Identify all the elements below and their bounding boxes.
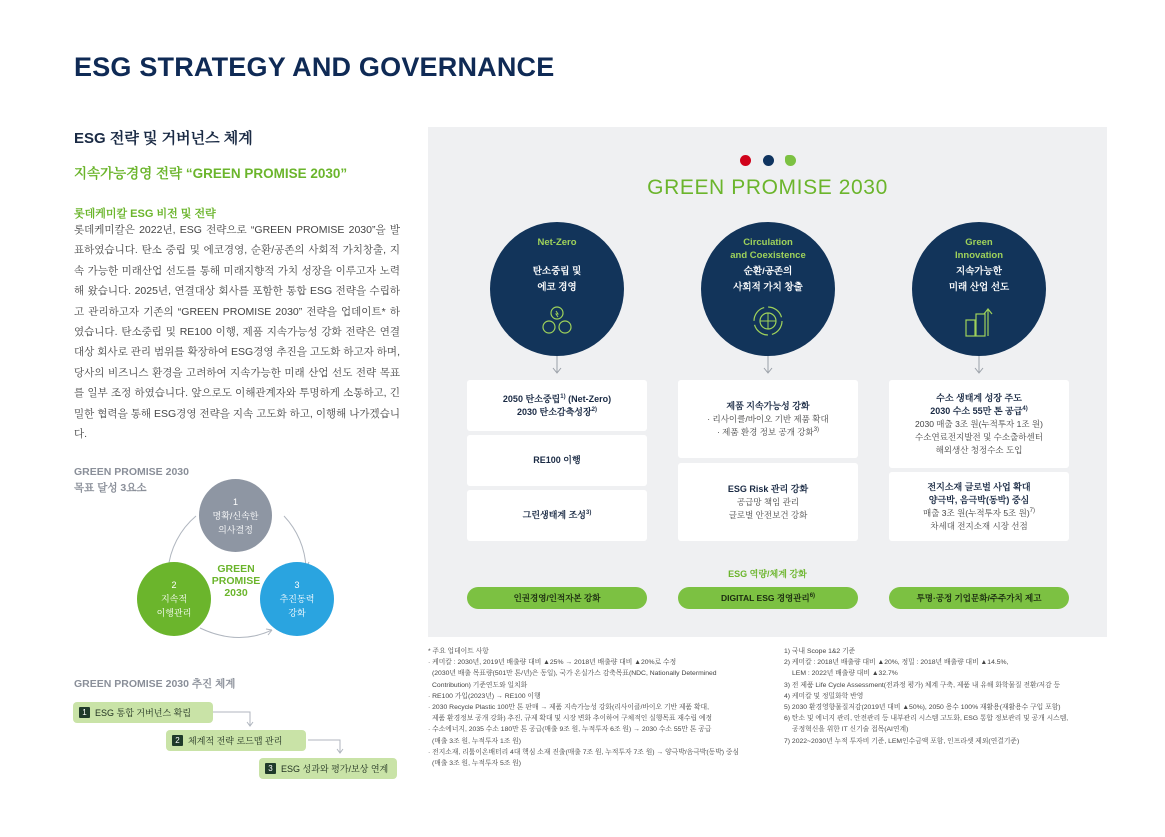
card-battery-item1: 매출 3조 원(누적투자 5조 원) bbox=[922, 507, 1030, 518]
panel-title: GREEN PROMISE 2030 bbox=[647, 176, 888, 199]
system-step-3 bbox=[259, 758, 397, 779]
system-step-1-num: 1 bbox=[79, 707, 90, 718]
footnote-left-line: * 주요 업데이트 사항 bbox=[428, 648, 489, 655]
pillar-2-en-1: Circulation bbox=[743, 237, 793, 248]
goal-node-1 bbox=[199, 479, 272, 552]
system-step-1 bbox=[73, 702, 213, 723]
goal-node-2-line2: 이행관리 bbox=[156, 608, 192, 618]
footnote-ref-2: 2) bbox=[591, 406, 598, 413]
pillar-3-en-1: Green bbox=[965, 237, 993, 248]
goal-node-3 bbox=[260, 562, 334, 636]
pillar-3-ko-2: 미래 산업 선도 bbox=[948, 282, 1010, 293]
pill-transparent-culture: 투명·공정 기업문화/주주가치 제고 bbox=[889, 587, 1069, 609]
footnote-ref-3: 3) bbox=[586, 510, 592, 516]
system-step-3-num: 3 bbox=[265, 763, 276, 774]
card-green-ecosystem-label: 그린생태계 조성 bbox=[522, 510, 586, 520]
vision-title: 롯데케미칼 ESG 비전 및 전략 bbox=[74, 208, 216, 220]
card-product-title: 제품 지속가능성 강화 bbox=[726, 400, 810, 411]
page-title: ESG STRATEGY AND GOVERNANCE bbox=[74, 52, 555, 82]
pillar-circulation bbox=[701, 222, 835, 356]
footnote-ref-6: 6) bbox=[809, 593, 816, 600]
footnote-right-line: 2) 케미칼 : 2018년 배출량 대비 ▲20%, 정밀 : 2018년 배출량 대비 ▲14.5%, bbox=[784, 659, 1009, 667]
red-dot bbox=[740, 155, 751, 166]
pillar-2-ko-2: 사회적 가치 창출 bbox=[733, 282, 803, 293]
card-hydrogen-item2: 수소연료전지발전 및 수소출하센터 bbox=[915, 431, 1043, 442]
pillar-2-en-2: and Coexistence bbox=[730, 250, 806, 261]
card-green-ecosystem bbox=[467, 490, 647, 541]
footnote-right-line: 6) 탄소 및 에너지 관리, 안전관리 등 내부관리 시스템 고도화, ESG 통합 정보관리 및 공개 시스템, bbox=[784, 715, 1069, 723]
footnote-left-line: 제품 환경정보 공개 강화) 추진, 규제 확대 및 시장 변화 추이하여 구체적인 실행목표 재수립 예정 bbox=[432, 715, 713, 723]
system-step-3-label: ESG 성과와 평가/보상 연계 bbox=[281, 764, 389, 774]
goals-center-line2: PROMISE bbox=[211, 575, 261, 587]
city-growth-icon bbox=[962, 304, 996, 338]
footnote-right-line: LEM : 2022년 배출량 대비 ▲32.7% bbox=[792, 670, 898, 678]
circulation-globe-icon bbox=[751, 304, 785, 338]
pillar-3-ko-1: 지속가능한 bbox=[956, 266, 1002, 277]
card-battery bbox=[889, 472, 1069, 541]
pillar-3-en-2: Innovation bbox=[954, 250, 1004, 261]
card-esg-risk-title: ESG Risk 관리 강화 bbox=[727, 483, 809, 494]
goal-node-2-line1: 지속적 bbox=[160, 594, 188, 604]
system-step-2 bbox=[166, 730, 306, 751]
footnote-left-line: (2030년 배출 목표량(501만 톤/년)은 동일), 국가 온실가스 감축목표(NDC, Nationally Determined bbox=[432, 670, 717, 678]
system-step-2-num: 2 bbox=[172, 735, 183, 746]
card-product-item1: · 리사이클/바이오 기반 제품 확대 bbox=[707, 413, 829, 424]
pill-digital-esg bbox=[678, 587, 858, 609]
strategy-subheading: 지속가능경영 전략 “GREEN PROMISE 2030” bbox=[74, 166, 348, 181]
section-title: ESG 전략 및 거버넌스 체계 bbox=[74, 130, 253, 147]
system-label: GREEN PROMISE 2030 추진 체계 bbox=[74, 678, 236, 690]
footnote-left-line: · 수소에너지, 2035 수소 180만 톤 공급(매출 9조 원, 누적투자 6조 원) → 2030 수소 55만 톤 공급 bbox=[428, 726, 712, 734]
system-step-1-label: ESG 통합 거버넌스 확립 bbox=[95, 708, 192, 718]
card-carbon-neutral-line2: 2030 탄소감축성장 bbox=[516, 406, 592, 417]
vision-body: 롯데케미칼은 2022년, ESG 전략으로 “GREEN PROMISE 2030”을 발표하였습니다. 탄소 중립 및 에코경영, 순환/공존의 사회적 가치창출, 지속 가능한 미래산업 선도를 통해 미래지향적 가치 성장을 이루고자 노력해 왔습니다. 2025년, 연결대상 회사를 포함한 통합 ESG 전략을 수립하고 관리하고자 기존의 “GREEN PROMISE 2030” 전략을 업데이트* 하였습니다. 탄소중립 및 RE100 이행, 제품 지속가능성 강화 전략은 연결대상 회사로 관리 범위를 확장하여 ESG경영 추진을 고도화 하고자 하며, 당사의 비즈니스 환경을 고려하여 지속가능한 미래 산업 선도 전략 목표를 일부 조정 하였습니다. 앞으로도 이해관계자와 투명하게 소통하고, 긴밀한 협력을 통해 ESG경영 전략을 지속 고도화 하고, 이행해 나가겠습니다. bbox=[74, 224, 400, 441]
card-hydrogen bbox=[889, 380, 1069, 468]
footnote-ref-7: 7) bbox=[1029, 507, 1036, 514]
green-leaf-dot bbox=[785, 155, 796, 166]
carbon-cycle-icon bbox=[540, 304, 574, 338]
pill-digital-esg-label: DIGITAL ESG 경영관리 bbox=[720, 593, 810, 603]
navy-dot bbox=[763, 155, 774, 166]
goal-node-3-num: 3 bbox=[294, 580, 300, 590]
footnote-right-line: 공정혁신을 위한 IT 신기술 접목(AI연계) bbox=[792, 726, 909, 734]
goals-label-line1: GREEN PROMISE 2030 bbox=[74, 466, 189, 478]
footnote-right-line: 5) 2030 환경영향물질저감(2019년 대비 ▲50%), 2050 용수 100% 재활용(재활용수 구입 포함) bbox=[784, 704, 1061, 712]
card-hydrogen-title2: 2030 수소 55만 톤 공급 bbox=[930, 405, 1023, 416]
card-esg-risk-item1: 공급망 책임 관리 bbox=[736, 496, 800, 507]
card-battery-item2: 차세대 전지소재 시장 선점 bbox=[930, 520, 1028, 531]
goal-node-2-num: 2 bbox=[171, 580, 177, 590]
footnotes-right bbox=[784, 646, 1107, 747]
footnote-right-line: 3) 전 제품 Life Cycle Assessment(전과정 평가) 체계 구축, 제품 내 유해 화학물질 전환/저감 등 bbox=[784, 681, 1061, 689]
goals-center-label bbox=[207, 563, 265, 599]
goals-center-line1: GREEN bbox=[217, 563, 255, 575]
system-step-2-label: 체계적 전략 로드맵 관리 bbox=[188, 736, 283, 746]
card-hydrogen-title1: 수소 생태계 성장 주도 bbox=[936, 392, 1022, 403]
pillar-1-ko-2: 에코 경영 bbox=[537, 282, 577, 293]
goals-label-line2: 목표 달성 3요소 bbox=[74, 482, 147, 494]
footnote-right-line: 1) 국내 Scope 1&2 기준 bbox=[784, 648, 856, 655]
pillar-net-zero bbox=[490, 222, 624, 356]
footnotes-left bbox=[428, 646, 773, 769]
goal-node-2 bbox=[137, 562, 211, 636]
card-hydrogen-item1: 2030 매출 3조 원(누적투자 1조 원) bbox=[915, 418, 1043, 429]
footnote-left-line: · 케미칼 : 2030년, 2019년 배출량 대비 ▲25% → 2018년 배출량 대비 ▲20%로 수정 bbox=[428, 659, 677, 667]
card-battery-title1: 전지소재 글로벌 사업 확대 bbox=[927, 481, 1031, 492]
card-carbon-neutral-line1: 2050 탄소중립 bbox=[502, 393, 561, 404]
goal-node-1-line2: 의사결정 bbox=[218, 524, 253, 535]
goal-node-1-num: 1 bbox=[232, 496, 238, 507]
card-hydrogen-item3: 해외생산 청정수소 도입 bbox=[935, 444, 1023, 455]
footnote-left-line: Contribution) 기준연도와 일치화 bbox=[432, 681, 528, 689]
card-esg-risk-item2: 글로벌 안전보건 강화 bbox=[728, 509, 808, 520]
pillar-1-ko-1: 탄소중립 및 bbox=[532, 266, 582, 277]
goal-node-1-line1: 명확/신속한 bbox=[212, 510, 259, 521]
footnote-ref-4: 4) bbox=[1022, 405, 1028, 412]
pillar-green-innovation bbox=[912, 222, 1046, 356]
footnote-right-line: 7) 2022~2030년 누적 투자비 기준, LEM인수금액 포함, 인프라셋 제외(연결기준) bbox=[784, 737, 1020, 745]
footnote-right-line: 4) 케미칼 및 정밀화학 반영 bbox=[784, 692, 864, 700]
goals-center-line3: 2030 bbox=[224, 587, 248, 599]
footnote-left-line: · 전지소재, 리튬이온배터리 4대 핵심 소재 진출(매출 7조 원, 누적투자 7조 원) → 양극박/음극박(동박) 중심 bbox=[428, 748, 740, 756]
card-battery-title2: 양극박, 음극박(동박) 중심 bbox=[928, 494, 1030, 505]
card-carbon-neutral bbox=[467, 380, 647, 431]
esg-capability-caption: ESG 역량/체계 강화 bbox=[728, 569, 807, 579]
pillar-1-en: Net-Zero bbox=[537, 237, 577, 248]
pillar-down-arrows bbox=[428, 352, 1107, 378]
footnote-ref-3b: 3) bbox=[813, 426, 820, 433]
pill-human-rights: 인권경영/인적자본 강화 bbox=[467, 587, 647, 609]
card-re100-label: RE100 이행 bbox=[533, 455, 581, 465]
footnote-left-line: (매출 3조 원, 누적투자 1조 원) bbox=[432, 737, 522, 745]
goal-node-3-line2: 강화 bbox=[288, 608, 306, 618]
card-esg-risk bbox=[678, 463, 858, 541]
pillar-2-ko-1: 순환/공존의 bbox=[743, 266, 793, 277]
footnote-left-line: · RE100 가입(2023년) → RE100 이행 bbox=[428, 692, 541, 700]
card-product-sustainability bbox=[678, 380, 858, 458]
footnote-ref-1: 1) bbox=[560, 393, 566, 400]
card-carbon-neutral-line1-tail: (Net-Zero) bbox=[565, 393, 612, 404]
goal-node-3-line1: 추진동력 bbox=[279, 594, 315, 604]
card-product-item2: · 제품 환경 정보 공개 강화 bbox=[716, 426, 814, 437]
card-re100 bbox=[467, 435, 647, 486]
footnote-left-line: · 2030 Recycle Plastic 100만 톤 판매 → 제품 지속가능성 강화(리사이클/바이오 기반 제품 확대, bbox=[428, 704, 710, 712]
footnote-left-line: (매출 3조 원, 누적투자 5조 원) bbox=[432, 760, 522, 768]
